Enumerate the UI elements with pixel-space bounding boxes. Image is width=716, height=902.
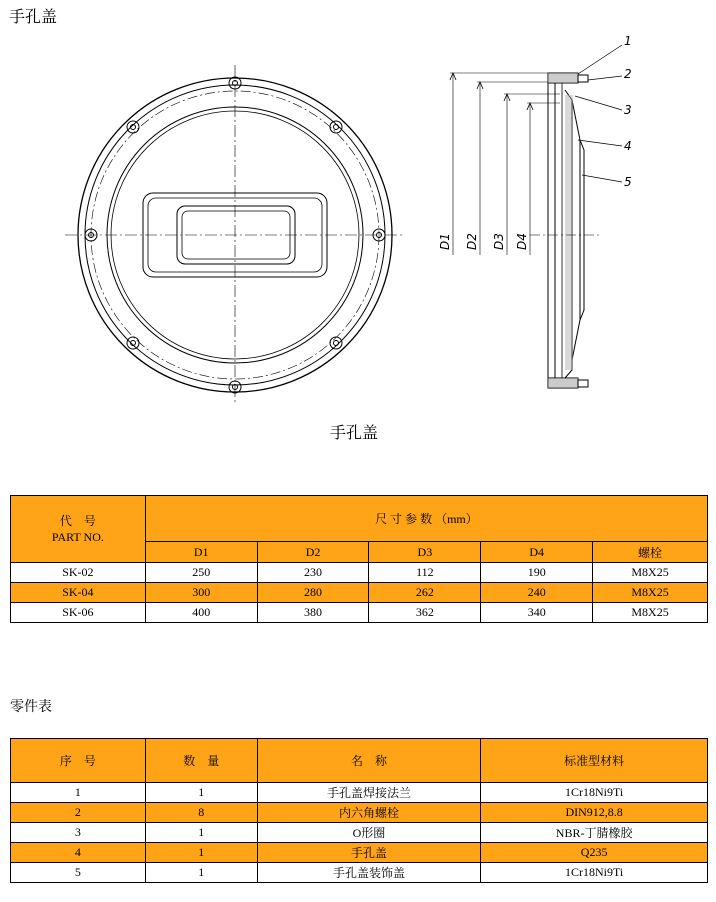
no-cell: 4 (11, 843, 146, 863)
front-view (65, 65, 405, 402)
material-cell: 1Cr18Ni9Ti (481, 863, 708, 883)
dim-d3: D3 (492, 233, 506, 250)
callout-5: 5 (624, 175, 632, 189)
parts-row (11, 803, 708, 823)
callout-1: 1 (624, 34, 632, 48)
code-cell: SK-04 (11, 583, 146, 603)
dimension-labels (438, 233, 529, 250)
drawing-caption: 手孔盖 (330, 423, 379, 442)
name-cell: 手孔盖 (257, 843, 481, 863)
bolt-cell: M8X25 (593, 563, 708, 583)
col-d1: D1 (145, 542, 257, 563)
col-d3: D3 (369, 542, 481, 563)
d1-cell: 300 (145, 583, 257, 603)
callout-4: 4 (624, 139, 632, 153)
d4-cell: 340 (481, 603, 593, 623)
d1-cell: 400 (145, 603, 257, 623)
section-view (450, 45, 622, 388)
header-qty: 数 量 (145, 739, 257, 783)
qty-cell: 1 (145, 863, 257, 883)
code-header-en: PART NO. (51, 530, 104, 544)
spec-table (10, 495, 708, 623)
col-d2: D2 (257, 542, 369, 563)
material-cell: NBR-丁腈橡胶 (481, 823, 708, 843)
callout-labels (624, 34, 632, 189)
no-cell: 1 (11, 783, 146, 803)
bolt-hole (330, 337, 342, 349)
qty-cell: 8 (145, 803, 257, 823)
code-cell: SK-06 (11, 603, 146, 623)
dim-d2: D2 (465, 233, 479, 250)
callout-3: 3 (624, 103, 632, 117)
spec-row (11, 563, 708, 583)
material-cell: 1Cr18Ni9Ti (481, 783, 708, 803)
dim-d1: D1 (438, 233, 452, 250)
code-header (11, 496, 146, 563)
code-cell: SK-02 (11, 563, 146, 583)
qty-cell: 1 (145, 783, 257, 803)
d3-cell: 362 (369, 603, 481, 623)
no-cell: 2 (11, 803, 146, 823)
params-header: 尺 寸 参 数 （mm） (145, 496, 707, 542)
bolt-cell: M8X25 (593, 583, 708, 603)
d1-cell: 250 (145, 563, 257, 583)
parts-table (10, 738, 708, 883)
header-name: 名 称 (257, 739, 481, 783)
header-material: 标准型材料 (481, 739, 708, 783)
no-cell: 5 (11, 863, 146, 883)
qty-cell: 1 (145, 823, 257, 843)
spec-row (11, 583, 708, 603)
material-cell: DIN912,8.8 (481, 803, 708, 823)
dim-d4: D4 (515, 233, 529, 250)
bolt-hole (127, 121, 139, 133)
d4-cell: 240 (481, 583, 593, 603)
page-title: 手孔盖 (9, 7, 58, 26)
d3-cell: 262 (369, 583, 481, 603)
spec-row (11, 603, 708, 623)
d4-cell: 190 (481, 563, 593, 583)
no-cell: 3 (11, 823, 146, 843)
header-no: 序 号 (11, 739, 146, 783)
bolt-hole (127, 337, 139, 349)
parts-row (11, 823, 708, 843)
parts-header-row (11, 739, 708, 783)
name-cell: 手孔盖装饰盖 (257, 863, 481, 883)
d2-cell: 380 (257, 603, 369, 623)
name-cell: O形圈 (257, 823, 481, 843)
bolt-hole (330, 121, 342, 133)
hand-hole-cover-drawing (0, 0, 716, 440)
col-d4: D4 (481, 542, 593, 563)
qty-cell: 1 (145, 843, 257, 863)
col-bolt: 螺栓 (593, 542, 708, 563)
callout-2: 2 (624, 67, 632, 81)
parts-row (11, 843, 708, 863)
parts-title: 零件表 (10, 699, 52, 715)
name-cell: 手孔盖焊接法兰 (257, 783, 481, 803)
parts-row (11, 783, 708, 803)
d2-cell: 230 (257, 563, 369, 583)
bolt-cell: M8X25 (593, 603, 708, 623)
material-cell: Q235 (481, 843, 708, 863)
d3-cell: 112 (369, 563, 481, 583)
parts-row (11, 863, 708, 883)
code-header-cn: 代 号 (59, 514, 96, 528)
spec-header-row (11, 496, 708, 542)
name-cell: 内六角螺栓 (257, 803, 481, 823)
d2-cell: 280 (257, 583, 369, 603)
